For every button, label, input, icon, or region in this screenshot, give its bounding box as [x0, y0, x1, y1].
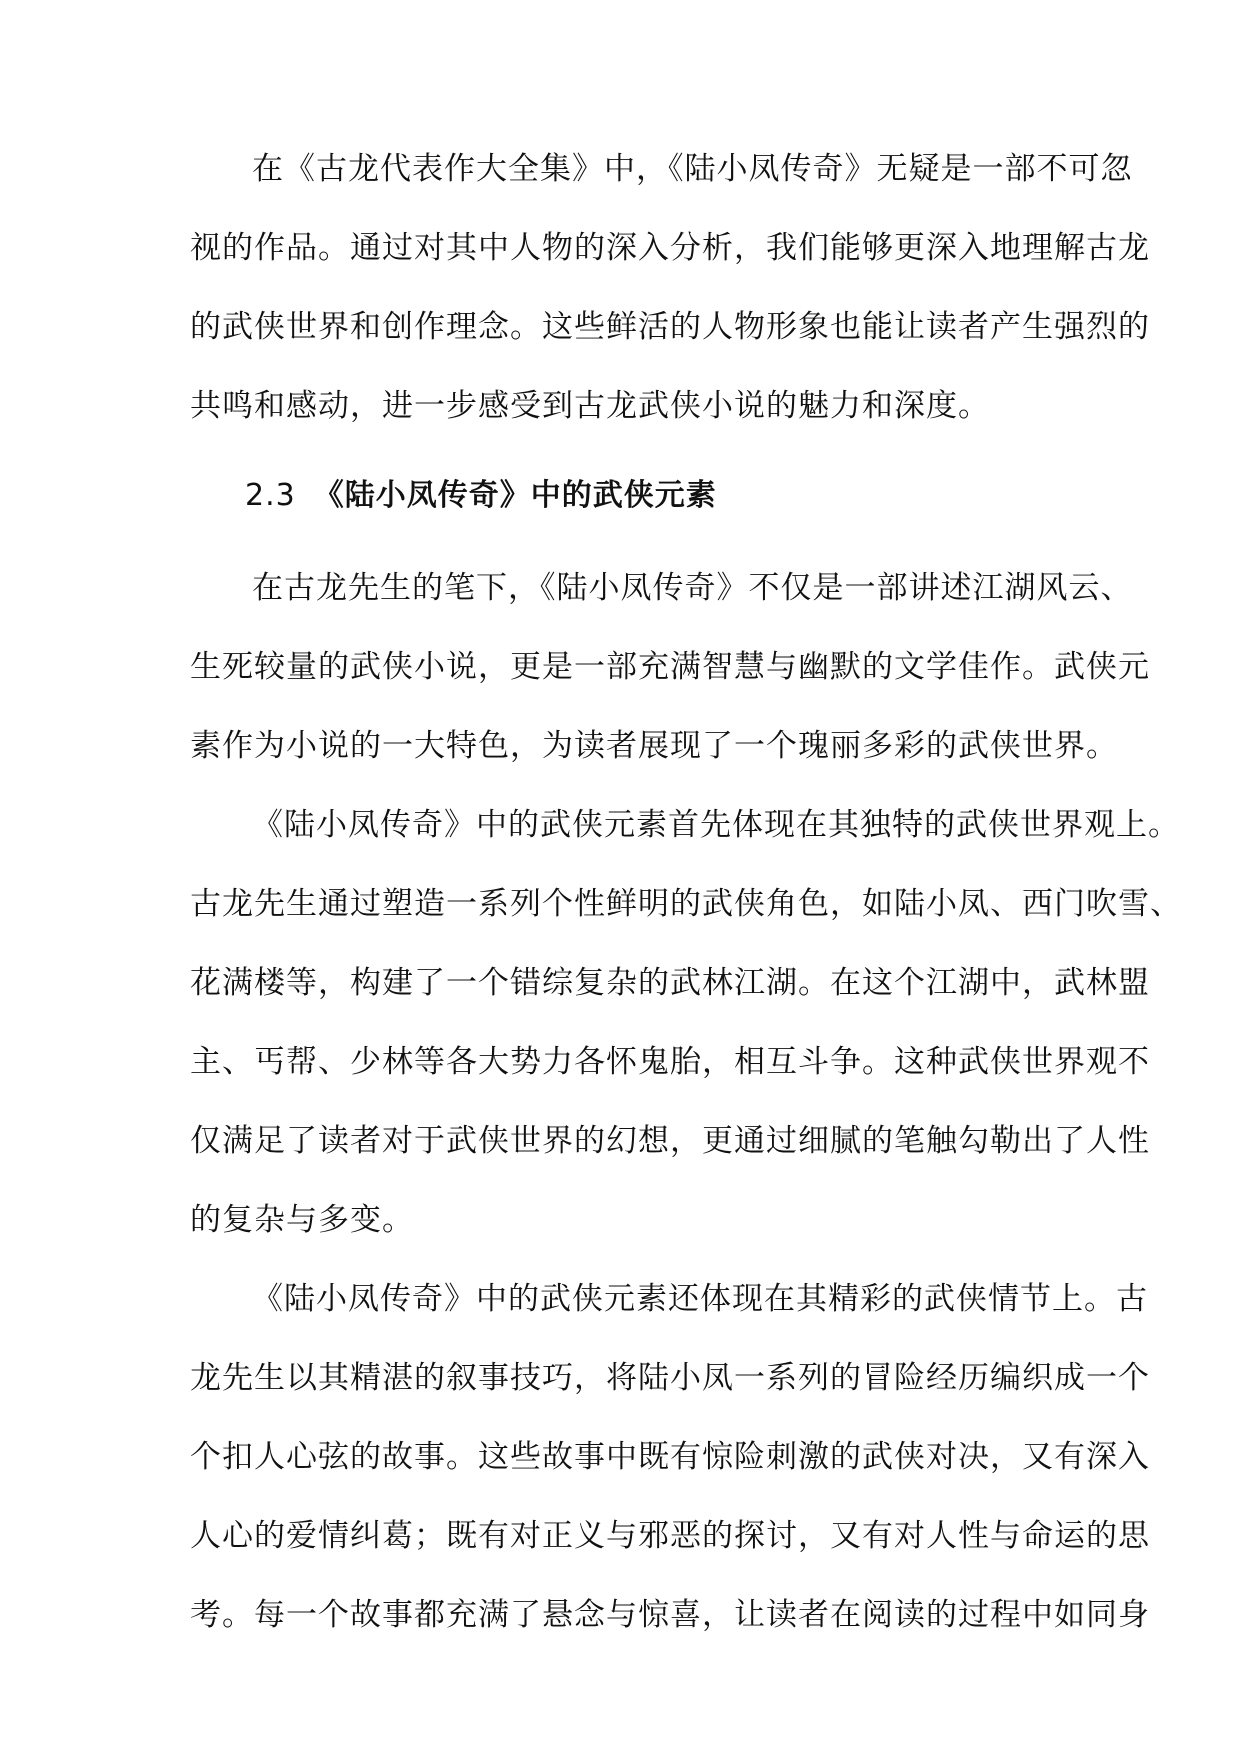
paragraph-line: 花满楼等，构建了一个错综复杂的武林江湖。在这个江湖中，武林盟 — [190, 965, 1150, 1001]
paragraph-line: 在《古龙代表作大全集》中，《陆小凤传奇》无疑是一部不可忽 — [252, 151, 1133, 187]
paragraph-line: 仅满足了读者对于武侠世界的幻想，更通过细腻的笔触勾勒出了人性 — [190, 1123, 1150, 1159]
paragraph-line: 在古龙先生的笔下，《陆小凤传奇》不仅是一部讲述江湖风云、 — [252, 570, 1133, 606]
paragraph-intro — [190, 130, 1150, 446]
section-number: 2.3 — [245, 478, 296, 513]
paragraph-line: 素作为小说的一大特色，为读者展现了一个瑰丽多彩的武侠世界。 — [190, 728, 1118, 764]
section-title: 《陆小凤传奇》中的武侠元素 — [313, 478, 717, 513]
paragraph-line: 主、丐帮、少林等各大势力各怀鬼胎，相互斗争。这种武侠世界观不 — [190, 1044, 1150, 1080]
section-heading — [245, 470, 717, 514]
paragraph-line: 视的作品。通过对其中人物的深入分析，我们能够更深入地理解古龙 — [190, 230, 1150, 266]
paragraph-line: 的武侠世界和创作理念。这些鲜活的人物形象也能让读者产生强烈的 — [190, 309, 1150, 345]
paragraph-line: 人心的爱情纠葛；既有对正义与邪恶的探讨，又有对人性与命运的思 — [190, 1518, 1150, 1554]
paragraph-body-3 — [190, 1260, 1150, 1655]
paragraph-line: 个扣人心弦的故事。这些故事中既有惊险刺激的武侠对决，又有深入 — [190, 1439, 1150, 1475]
paragraph-line: 《陆小凤传奇》中的武侠元素首先体现在其独特的武侠世界观上。 — [252, 807, 1180, 843]
paragraph-body-1 — [190, 549, 1150, 786]
paragraph-line: 考。每一个故事都充满了悬念与惊喜，让读者在阅读的过程中如同身 — [190, 1597, 1150, 1633]
paragraph-line: 的复杂与多变。 — [190, 1202, 414, 1238]
paragraph-line: 龙先生以其精湛的叙事技巧，将陆小凤一系列的冒险经历编织成一个 — [190, 1360, 1150, 1396]
paragraph-line: 古龙先生通过塑造一系列个性鲜明的武侠角色，如陆小凤、西门吹雪、 — [190, 886, 1182, 922]
paragraph-line: 《陆小凤传奇》中的武侠元素还体现在其精彩的武侠情节上。古 — [252, 1281, 1148, 1317]
paragraph-line: 共鸣和感动，进一步感受到古龙武侠小说的魅力和深度。 — [190, 388, 990, 424]
paragraph-body-2 — [190, 786, 1182, 1260]
paragraph-line: 生死较量的武侠小说，更是一部充满智慧与幽默的文学佳作。武侠元 — [190, 649, 1150, 685]
